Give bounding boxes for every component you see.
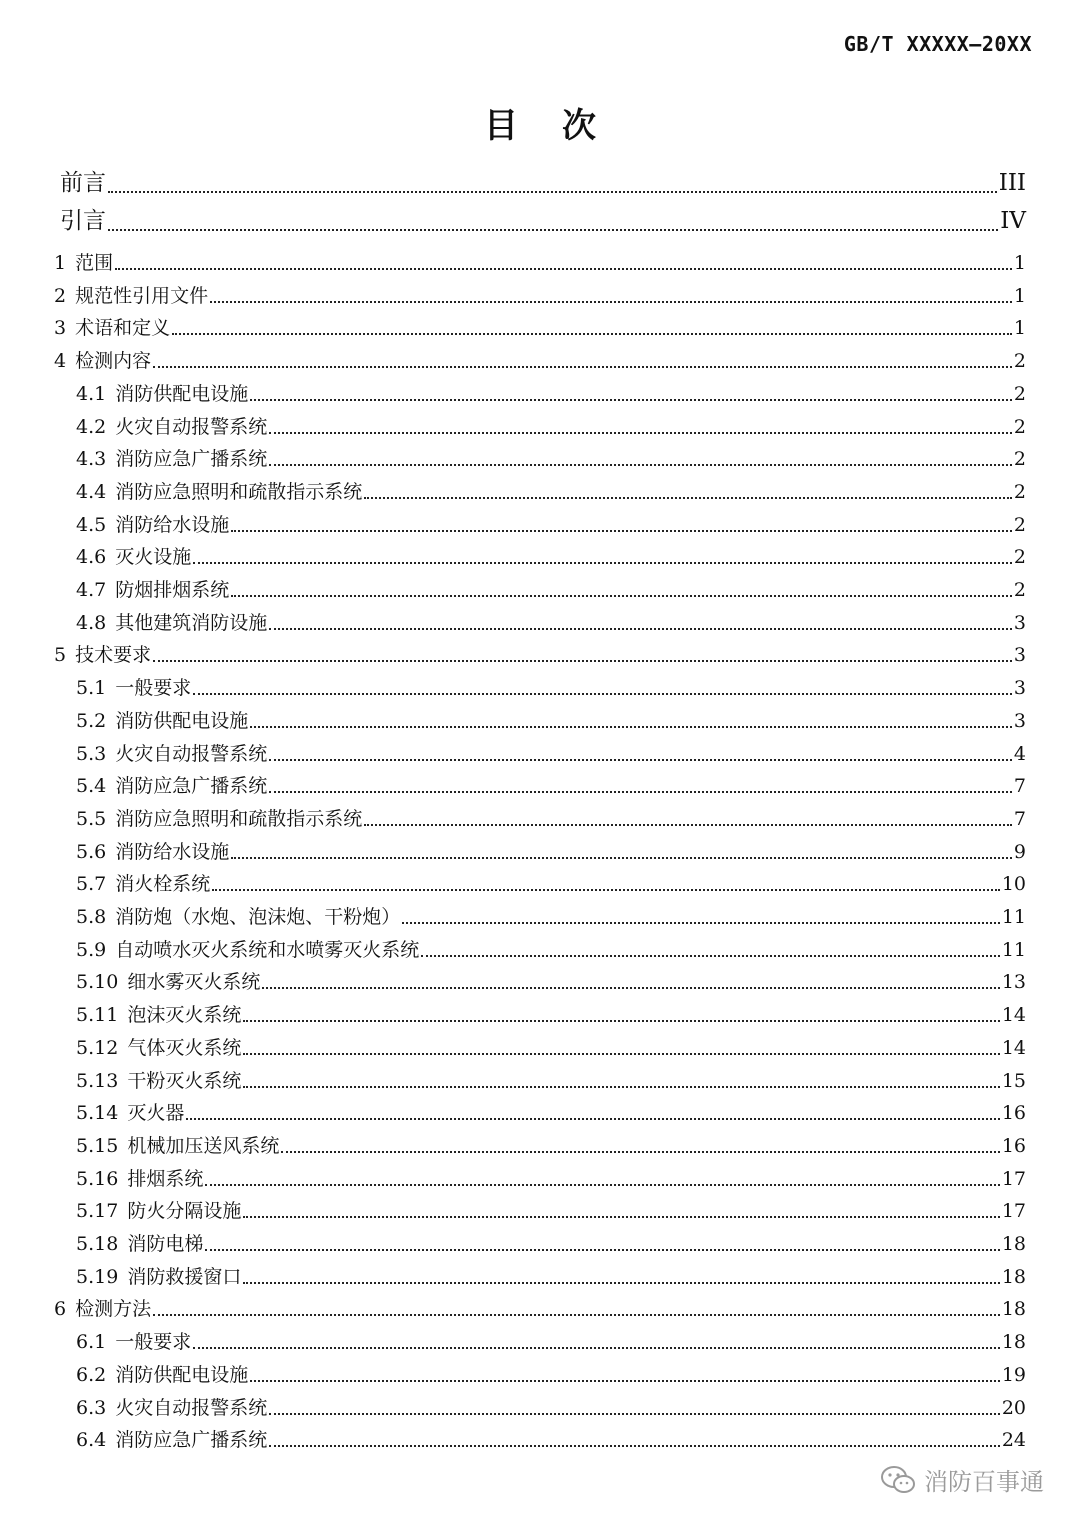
- toc-entry-title: [60, 203, 106, 239]
- toc-entry-label: 其他建筑消防设施: [115, 611, 268, 634]
- toc-entry-label: 防烟排烟系统: [115, 579, 230, 601]
- dot-leader: [231, 857, 1012, 859]
- toc-entry-label: 消防救援窗口: [127, 1265, 242, 1288]
- toc-entry-number: 5.11: [76, 1004, 119, 1027]
- toc-entry-label: 排烟系统: [127, 1167, 204, 1190]
- toc-entry-number: 4.8: [76, 611, 107, 634]
- dot-leader: [212, 889, 1000, 891]
- dot-leader: [108, 229, 998, 231]
- toc-entry-label: 气体灭火系统: [127, 1036, 242, 1059]
- toc-entry-page: 2: [1013, 448, 1026, 471]
- toc-entry-number: 4.4: [76, 480, 107, 503]
- dot-leader: [205, 1249, 999, 1251]
- toc-entry-page: 2: [1013, 546, 1026, 569]
- dot-leader: [193, 1347, 1000, 1349]
- toc-entry-number: 5.16: [76, 1167, 119, 1190]
- toc-entry-label: 消防应急广播系统: [115, 775, 268, 798]
- toc-entry-label: 术语和定义: [75, 317, 171, 340]
- toc-entry-number: 4.2: [76, 415, 107, 438]
- toc-entry-title: [76, 1229, 203, 1259]
- toc-entry-number: 4.6: [76, 546, 107, 569]
- toc-entry-title: [54, 248, 113, 278]
- toc-entry-label: 消防供配电设施: [115, 1363, 249, 1386]
- toc-entry-label: 消火栓系统: [115, 873, 211, 896]
- dot-leader: [250, 1380, 1000, 1382]
- dot-leader: [231, 530, 1012, 532]
- dot-leader: [243, 1020, 999, 1022]
- toc-entry-page: 3: [1013, 611, 1026, 634]
- toc-entry-title: [76, 542, 191, 572]
- dot-leader: [172, 333, 1012, 335]
- dot-leader: [269, 791, 1012, 793]
- dot-leader: [269, 1445, 1000, 1447]
- toc-entry[interactable]: [54, 281, 1026, 311]
- toc-entry-page: 2: [1013, 480, 1026, 503]
- toc-entry-label: 引言: [60, 208, 106, 234]
- toc-entry-title: [76, 935, 419, 965]
- toc-entry-page: 20: [1001, 1396, 1026, 1419]
- toc-entry-page: 1: [1013, 284, 1026, 307]
- toc-entry-title: [76, 608, 267, 638]
- toc-entry-label: 消防电梯: [127, 1233, 204, 1255]
- toc-entry-number: 5.12: [76, 1036, 119, 1059]
- toc-entry-title: [76, 804, 362, 834]
- toc-entry-page: 16: [1001, 1134, 1026, 1157]
- toc-entry-page: 3: [1013, 677, 1026, 700]
- toc-entry-number: 4.3: [76, 448, 107, 471]
- toc-entry[interactable]: [76, 804, 1026, 834]
- toc-entry-title: [54, 281, 208, 311]
- toc-entry[interactable]: [76, 869, 1026, 899]
- dot-leader: [153, 366, 1012, 368]
- toc-entry-label: 消防应急照明和疏散指示系统: [115, 480, 363, 503]
- toc-entry-page: 14: [1001, 1036, 1026, 1059]
- toc-entry-page: 2: [1013, 350, 1026, 373]
- toc-entry[interactable]: [76, 510, 1026, 540]
- toc-entry[interactable]: [76, 444, 1026, 474]
- toc-entry-page: 24: [1001, 1429, 1026, 1452]
- toc-entry-label: 消防给水设施: [115, 840, 230, 863]
- toc-entry[interactable]: [76, 1000, 1026, 1030]
- toc-entry-label: 防火分隔设施: [127, 1200, 242, 1223]
- dot-leader: [364, 824, 1012, 826]
- toc-entry-number: 5.1: [76, 677, 107, 700]
- dot-leader: [243, 1086, 999, 1088]
- toc-entry-page: 18: [1001, 1331, 1026, 1354]
- toc-entry-title: [76, 1360, 248, 1390]
- toc-entry-number: 4.5: [76, 513, 107, 536]
- toc-entry-page: 7: [1013, 807, 1026, 830]
- toc-entry-page: 18: [1001, 1265, 1026, 1288]
- toc-entry[interactable]: [76, 1098, 1026, 1128]
- toc-entry-page: 17: [1001, 1200, 1026, 1223]
- toc-entry[interactable]: [76, 1196, 1026, 1226]
- toc-entry-number: 5.15: [76, 1134, 119, 1157]
- toc-entry-number: 5.18: [76, 1233, 119, 1255]
- toc-entry[interactable]: [54, 313, 1026, 343]
- toc-entry[interactable]: [76, 542, 1026, 572]
- toc-entry-number: 4.1: [76, 382, 107, 405]
- toc-entry[interactable]: [76, 935, 1026, 965]
- dot-leader: [269, 759, 1012, 761]
- toc-entry-title: [76, 739, 267, 769]
- toc-entry-number: 1: [54, 252, 67, 274]
- toc-entry-page: 11: [1001, 938, 1026, 961]
- toc-entry-page: 18: [1001, 1233, 1026, 1255]
- page-title: 目次: [484, 106, 640, 146]
- dot-leader: [193, 562, 1012, 564]
- toc-entry-title: [76, 510, 229, 540]
- toc-entry-number: 5.9: [76, 938, 107, 961]
- toc-entry-page: 10: [1001, 873, 1026, 896]
- toc-entry-page: 4: [1013, 742, 1026, 765]
- toc-entry[interactable]: [76, 837, 1026, 867]
- toc-entry-title: [76, 1393, 267, 1423]
- dot-leader: [269, 628, 1012, 630]
- toc-entry[interactable]: [76, 739, 1026, 769]
- toc-entry-title: [76, 1196, 241, 1226]
- toc-entry-title: [76, 771, 267, 801]
- toc-entry-label: 灭火器: [127, 1102, 185, 1125]
- dot-leader: [153, 1314, 1000, 1316]
- toc-entry-page: 11: [1001, 906, 1026, 928]
- toc-entry-label: 检测方法: [75, 1298, 152, 1321]
- toc-entry[interactable]: [76, 1327, 1026, 1357]
- toc-entry-title: [76, 477, 362, 507]
- wechat-icon: [880, 1465, 916, 1495]
- dot-leader: [243, 1053, 999, 1055]
- toc-entry-title: [76, 1164, 203, 1194]
- toc-entry[interactable]: [76, 706, 1026, 736]
- toc-entry-label: 消防炮（水炮、泡沫炮、干粉炮）: [115, 906, 401, 928]
- toc-entry-page: 3: [1013, 709, 1026, 732]
- toc-entry[interactable]: [54, 1294, 1026, 1324]
- toc-entry[interactable]: [76, 575, 1026, 605]
- toc-entry-page: 19: [1001, 1363, 1026, 1386]
- toc-entry-page: 14: [1001, 1004, 1026, 1027]
- toc-entry-number: 5.17: [76, 1200, 119, 1223]
- dot-leader: [269, 432, 1012, 434]
- dot-leader: [262, 987, 999, 989]
- toc-entry-title: [76, 1098, 184, 1128]
- toc-entry-label: 机械加压送风系统: [127, 1134, 280, 1157]
- toc-entry-page: III: [998, 170, 1026, 196]
- dot-leader: [269, 464, 1012, 466]
- dot-leader: [250, 399, 1012, 401]
- toc-entry-label: 消防供配电设施: [115, 382, 249, 405]
- toc-entry[interactable]: [60, 203, 1026, 239]
- toc-entry-label: 一般要求: [115, 677, 192, 700]
- toc-entry-title: [54, 640, 151, 670]
- toc-entry-title: [76, 1262, 241, 1292]
- toc-entry[interactable]: [76, 412, 1026, 442]
- toc-entry-title: [76, 1033, 241, 1063]
- toc-entry[interactable]: [76, 1360, 1026, 1390]
- watermark-text: 消防百事通: [924, 1468, 1044, 1496]
- toc-entry-page: 1: [1013, 252, 1026, 274]
- dot-leader: [250, 726, 1012, 728]
- toc-entry-page: 2: [1013, 382, 1026, 405]
- toc-entry-number: 5.5: [76, 807, 107, 830]
- toc-entry-label: 细水雾灭火系统: [127, 971, 261, 994]
- dot-leader: [186, 1118, 999, 1120]
- toc-entry-page: 3: [1013, 644, 1026, 667]
- toc-entry[interactable]: [76, 902, 1026, 932]
- toc-entry-title: [76, 575, 229, 605]
- toc-entry-label: 技术要求: [75, 644, 152, 667]
- dot-leader: [281, 1151, 999, 1153]
- toc-entry-label: 消防给水设施: [115, 513, 230, 536]
- toc-entry-title: [76, 967, 260, 997]
- toc-entry-number: 4: [54, 350, 67, 373]
- toc-entry-number: 5: [54, 644, 67, 667]
- toc-entry[interactable]: [76, 1425, 1026, 1455]
- toc-entry[interactable]: [60, 165, 1026, 201]
- dot-leader: [364, 497, 1012, 499]
- toc-entry-label: 检测内容: [75, 350, 152, 373]
- toc-entry-title: [54, 346, 151, 376]
- dot-leader: [153, 660, 1012, 662]
- toc-entry-title: [76, 1327, 191, 1357]
- toc-entry-title: [54, 1294, 151, 1324]
- toc-entry-title: [54, 313, 170, 343]
- toc-entry-title: [60, 165, 106, 201]
- toc-entry[interactable]: [76, 379, 1026, 409]
- toc-entry-title: [76, 706, 248, 736]
- toc-entry[interactable]: [76, 1262, 1026, 1292]
- toc-entry-label: 泡沫灭火系统: [127, 1004, 242, 1027]
- dot-leader: [108, 191, 997, 193]
- toc-entry-page: 2: [1013, 579, 1026, 601]
- toc-entry-page: 2: [1013, 513, 1026, 536]
- toc-entry-number: 5.8: [76, 906, 107, 928]
- document-code: GB/T XXXXX—20XX: [843, 32, 1032, 56]
- dot-leader: [269, 1413, 1000, 1415]
- toc-entry-page: 1: [1013, 317, 1026, 340]
- dot-leader: [210, 301, 1012, 303]
- toc-entry-label: 自动喷水灭火系统和水喷雾灭火系统: [115, 938, 420, 961]
- toc-entry-number: 6.2: [76, 1363, 107, 1386]
- toc-entry[interactable]: [76, 477, 1026, 507]
- toc-entry-number: 5.4: [76, 775, 107, 798]
- toc-entry-title: [76, 1425, 267, 1455]
- toc-entry-page: 9: [1013, 840, 1026, 863]
- toc-entry[interactable]: [76, 1393, 1026, 1423]
- toc-entry-label: 干粉灭火系统: [127, 1069, 242, 1092]
- toc-entry-number: 5.2: [76, 709, 107, 732]
- dot-leader: [193, 693, 1012, 695]
- toc-entry-number: 5.10: [76, 971, 119, 994]
- dot-leader: [115, 268, 1012, 270]
- toc-entry-page: 7: [1013, 775, 1026, 798]
- toc-entry-title: [76, 444, 267, 474]
- toc-entry-number: 2: [54, 284, 67, 307]
- toc-entry-label: 消防应急广播系统: [115, 1429, 268, 1452]
- toc-entry[interactable]: [76, 1229, 1026, 1259]
- toc-entry-title: [76, 412, 267, 442]
- toc-entry-number: 3: [54, 317, 67, 340]
- toc-entry[interactable]: [76, 1066, 1026, 1096]
- toc-entry-label: 一般要求: [115, 1331, 192, 1354]
- toc-entry[interactable]: [54, 346, 1026, 376]
- toc-entry-label: 火灾自动报警系统: [115, 1396, 268, 1419]
- toc-entry[interactable]: [76, 1033, 1026, 1063]
- dot-leader: [243, 1216, 999, 1218]
- toc-entry[interactable]: [76, 673, 1026, 703]
- watermark: [880, 1462, 1044, 1497]
- dot-leader: [205, 1184, 999, 1186]
- toc-entry-label: 消防供配电设施: [115, 709, 249, 732]
- toc-entry-label: 前言: [60, 170, 106, 196]
- toc-entry-page: 13: [1001, 971, 1026, 994]
- toc-entry-number: 5.7: [76, 873, 107, 896]
- toc-entry-number: 4.7: [76, 579, 107, 601]
- toc-entry-number: 6: [54, 1298, 67, 1321]
- toc-entry-title: [76, 673, 191, 703]
- toc-entry-number: 5.13: [76, 1069, 119, 1092]
- toc-entry-label: 火灾自动报警系统: [115, 415, 268, 438]
- toc-entry-page: 15: [1001, 1069, 1026, 1092]
- dot-leader: [421, 955, 1000, 957]
- toc-entry-label: 火灾自动报警系统: [115, 742, 268, 765]
- toc-entry-page: 16: [1001, 1102, 1026, 1125]
- toc-entry-title: [76, 837, 229, 867]
- toc-entry-title: [76, 1131, 279, 1161]
- toc-entry-page: IV: [1000, 208, 1026, 234]
- toc-entry[interactable]: [76, 967, 1026, 997]
- toc-entry-title: [76, 1000, 241, 1030]
- toc-entry-number: 5.14: [76, 1102, 119, 1125]
- toc-entry-label: 范围: [75, 252, 114, 274]
- toc-entry-title: [76, 869, 210, 899]
- toc-entry-number: 6.3: [76, 1396, 107, 1419]
- toc-entry[interactable]: [76, 1131, 1026, 1161]
- toc-entry[interactable]: [54, 248, 1026, 278]
- toc-entry-label: 消防应急照明和疏散指示系统: [115, 807, 363, 830]
- toc-entry-title: [76, 902, 400, 932]
- toc-entry-number: 5.3: [76, 742, 107, 765]
- toc-entry-label: 消防应急广播系统: [115, 448, 268, 471]
- toc-entry-title: [76, 379, 248, 409]
- toc-entry[interactable]: [76, 771, 1026, 801]
- toc-entry-number: 5.6: [76, 840, 107, 863]
- toc-entry-page: 2: [1013, 415, 1026, 438]
- toc-entry[interactable]: [54, 640, 1026, 670]
- toc-entry[interactable]: [76, 608, 1026, 638]
- toc-entry-title: [76, 1066, 241, 1096]
- toc-entry-label: 规范性引用文件: [75, 284, 209, 307]
- toc-entry-page: 17: [1001, 1167, 1026, 1190]
- toc-entry-label: 灭火设施: [115, 546, 192, 569]
- toc-entry-number: 6.1: [76, 1331, 107, 1354]
- dot-leader: [231, 595, 1012, 597]
- toc-entry-number: 5.19: [76, 1265, 119, 1288]
- toc-entry-number: 6.4: [76, 1429, 107, 1452]
- dot-leader: [402, 922, 1000, 924]
- dot-leader: [243, 1282, 999, 1284]
- toc-entry-page: 18: [1001, 1298, 1026, 1321]
- toc-entry[interactable]: [76, 1164, 1026, 1194]
